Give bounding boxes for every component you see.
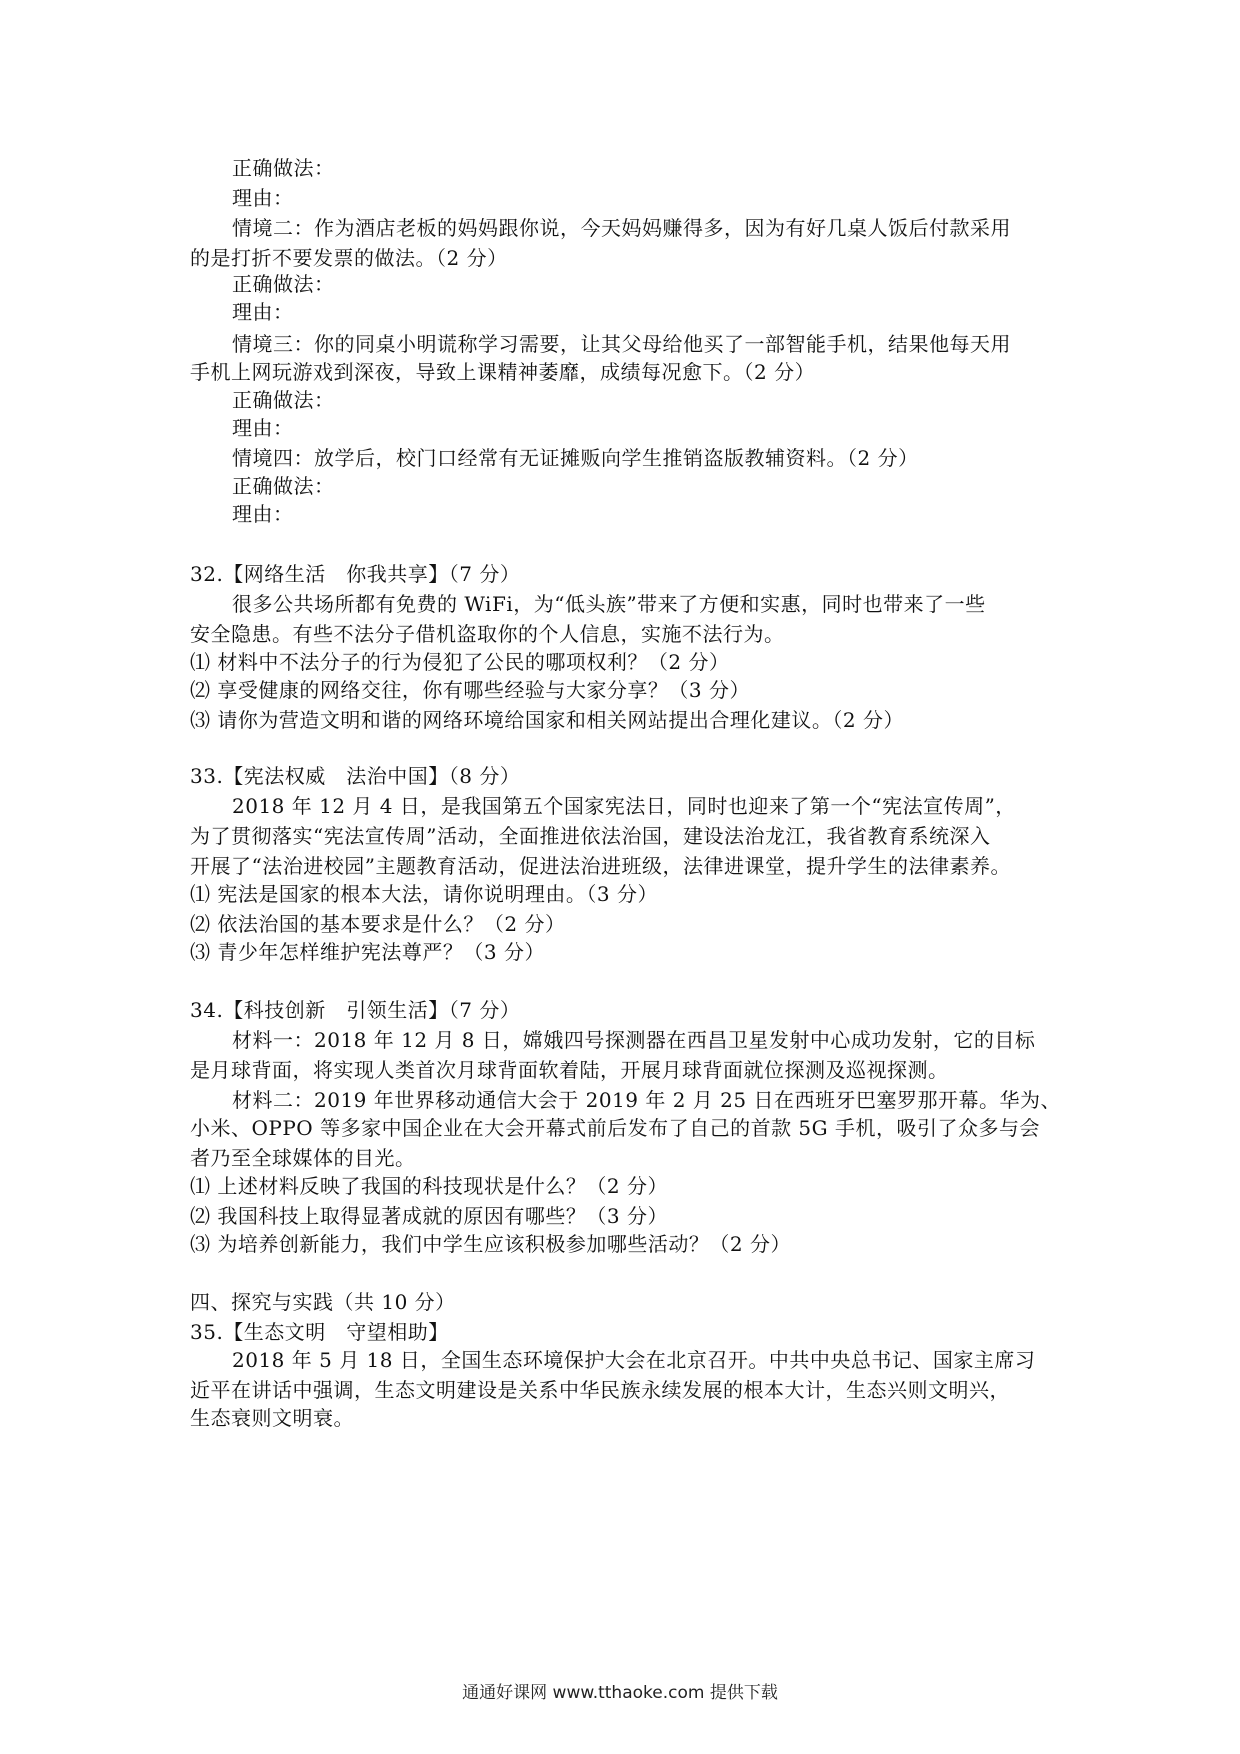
question-34-material-two-cont-1: 小米、OPPO 等多家中国企业在大会开幕式前后发布了自己的首款 5G 手机，吸引了众多与会 bbox=[190, 1116, 1040, 1140]
question-32-sub-2: ⑵ 享受健康的网络交往，你有哪些经验与大家分享？（3 分） bbox=[190, 678, 750, 702]
situation-one-answer-label: 正确做法： bbox=[232, 156, 335, 180]
section-four-heading: 四、探究与实践（共 10 分） bbox=[190, 1290, 456, 1314]
situation-four-answer-label: 正确做法： bbox=[232, 474, 335, 498]
situation-two-text-cont: 的是打折不要发票的做法。（2 分） bbox=[190, 246, 508, 270]
question-34-material-one: 材料一：2018 年 12 月 8 日，嫦娥四号探测器在西昌卫星发射中心成功发射，它的目标 bbox=[232, 1028, 1036, 1052]
question-32-material: 很多公共场所都有免费的 WiFi，为“低头族”带来了方便和实惠，同时也带来了一些 bbox=[232, 592, 986, 616]
question-33-material: 2018 年 12 月 4 日，是我国第五个国家宪法日，同时也迎来了第一个“宪法宣传周”， bbox=[232, 794, 1016, 818]
question-32-sub-1: ⑴ 材料中不法分子的行为侵犯了公民的哪项权利？（2 分） bbox=[190, 650, 730, 674]
question-34-sub-3: ⑶ 为培养创新能力，我们中学生应该积极参加哪些活动？（2 分） bbox=[190, 1232, 791, 1256]
question-33-material-cont-2: 开展了“法治进校园”主题教育活动，促进法治进班级，法律进课堂，提升学生的法律素养。 bbox=[190, 854, 1011, 878]
situation-two-answer-label: 正确做法： bbox=[232, 272, 335, 296]
situation-two-text: 情境二：作为酒店老板的妈妈跟你说，今天妈妈赚得多，因为有好几桌人饭后付款采用 bbox=[232, 216, 1011, 240]
situation-one-reason-label: 理由： bbox=[232, 186, 294, 210]
question-33-sub-1: ⑴ 宪法是国家的根本大法，请你说明理由。（3 分） bbox=[190, 882, 658, 906]
question-33-sub-3: ⑶ 青少年怎样维护宪法尊严？（3 分） bbox=[190, 940, 545, 964]
question-34-heading: 34.【科技创新 引领生活】（7 分） bbox=[190, 998, 521, 1022]
situation-four-reason-label: 理由： bbox=[232, 502, 294, 526]
question-34-material-two-cont-2: 者乃至全球媒体的目光。 bbox=[190, 1146, 416, 1170]
question-32-sub-3: ⑶ 请你为营造文明和谐的网络环境给国家和相关网站提出合理化建议。（2 分） bbox=[190, 708, 904, 732]
question-34-material-two: 材料二：2019 年世界移动通信大会于 2019 年 2 月 25 日在西班牙巴塞罗那开幕。华为、 bbox=[232, 1088, 1061, 1112]
question-33-material-cont-1: 为了贯彻落实“宪法宣传周”活动，全面推进依法治国，建设法治龙江，我省教育系统深入 bbox=[190, 824, 991, 848]
situation-three-text: 情境三：你的同桌小明谎称学习需要，让其父母给他买了一部智能手机，结果他每天用 bbox=[232, 332, 1011, 356]
situation-two-reason-label: 理由： bbox=[232, 300, 294, 324]
question-35-heading: 35.【生态文明 守望相助】 bbox=[190, 1320, 449, 1344]
question-33-heading: 33.【宪法权威 法治中国】（8 分） bbox=[190, 764, 521, 788]
question-34-material-one-cont: 是月球背面，将实现人类首次月球背面软着陆，开展月球背面就位探测及巡视探测。 bbox=[190, 1058, 949, 1082]
question-35-material-cont-2: 生态衰则文明衰。 bbox=[190, 1406, 354, 1430]
situation-three-reason-label: 理由： bbox=[232, 416, 294, 440]
situation-four-text: 情境四：放学后，校门口经常有无证摊贩向学生推销盗版教辅资料。（2 分） bbox=[232, 446, 919, 470]
question-32-material-cont: 安全隐患。有些不法分子借机盗取你的个人信息，实施不法行为。 bbox=[190, 622, 785, 646]
situation-three-answer-label: 正确做法： bbox=[232, 388, 335, 412]
question-34-sub-2: ⑵ 我国科技上取得显著成就的原因有哪些？（3 分） bbox=[190, 1204, 668, 1228]
question-35-material: 2018 年 5 月 18 日，全国生态环境保护大会在北京召开。中共中央总书记、国家主席习 bbox=[232, 1348, 1036, 1372]
question-32-heading: 32.【网络生活 你我共享】（7 分） bbox=[190, 562, 521, 586]
situation-three-text-cont: 手机上网玩游戏到深夜，导致上课精神萎靡，成绩每况愈下。（2 分） bbox=[190, 360, 816, 384]
question-34-sub-1: ⑴ 上述材料反映了我国的科技现状是什么？（2 分） bbox=[190, 1174, 668, 1198]
question-35-material-cont-1: 近平在讲话中强调，生态文明建设是关系中华民族永续发展的根本大计，生态兴则文明兴， bbox=[190, 1378, 1010, 1402]
page-footer: 通通好课网 www.tthaoke.com 提供下载 bbox=[462, 1683, 778, 1703]
question-33-sub-2: ⑵ 依法治国的基本要求是什么？（2 分） bbox=[190, 912, 566, 936]
